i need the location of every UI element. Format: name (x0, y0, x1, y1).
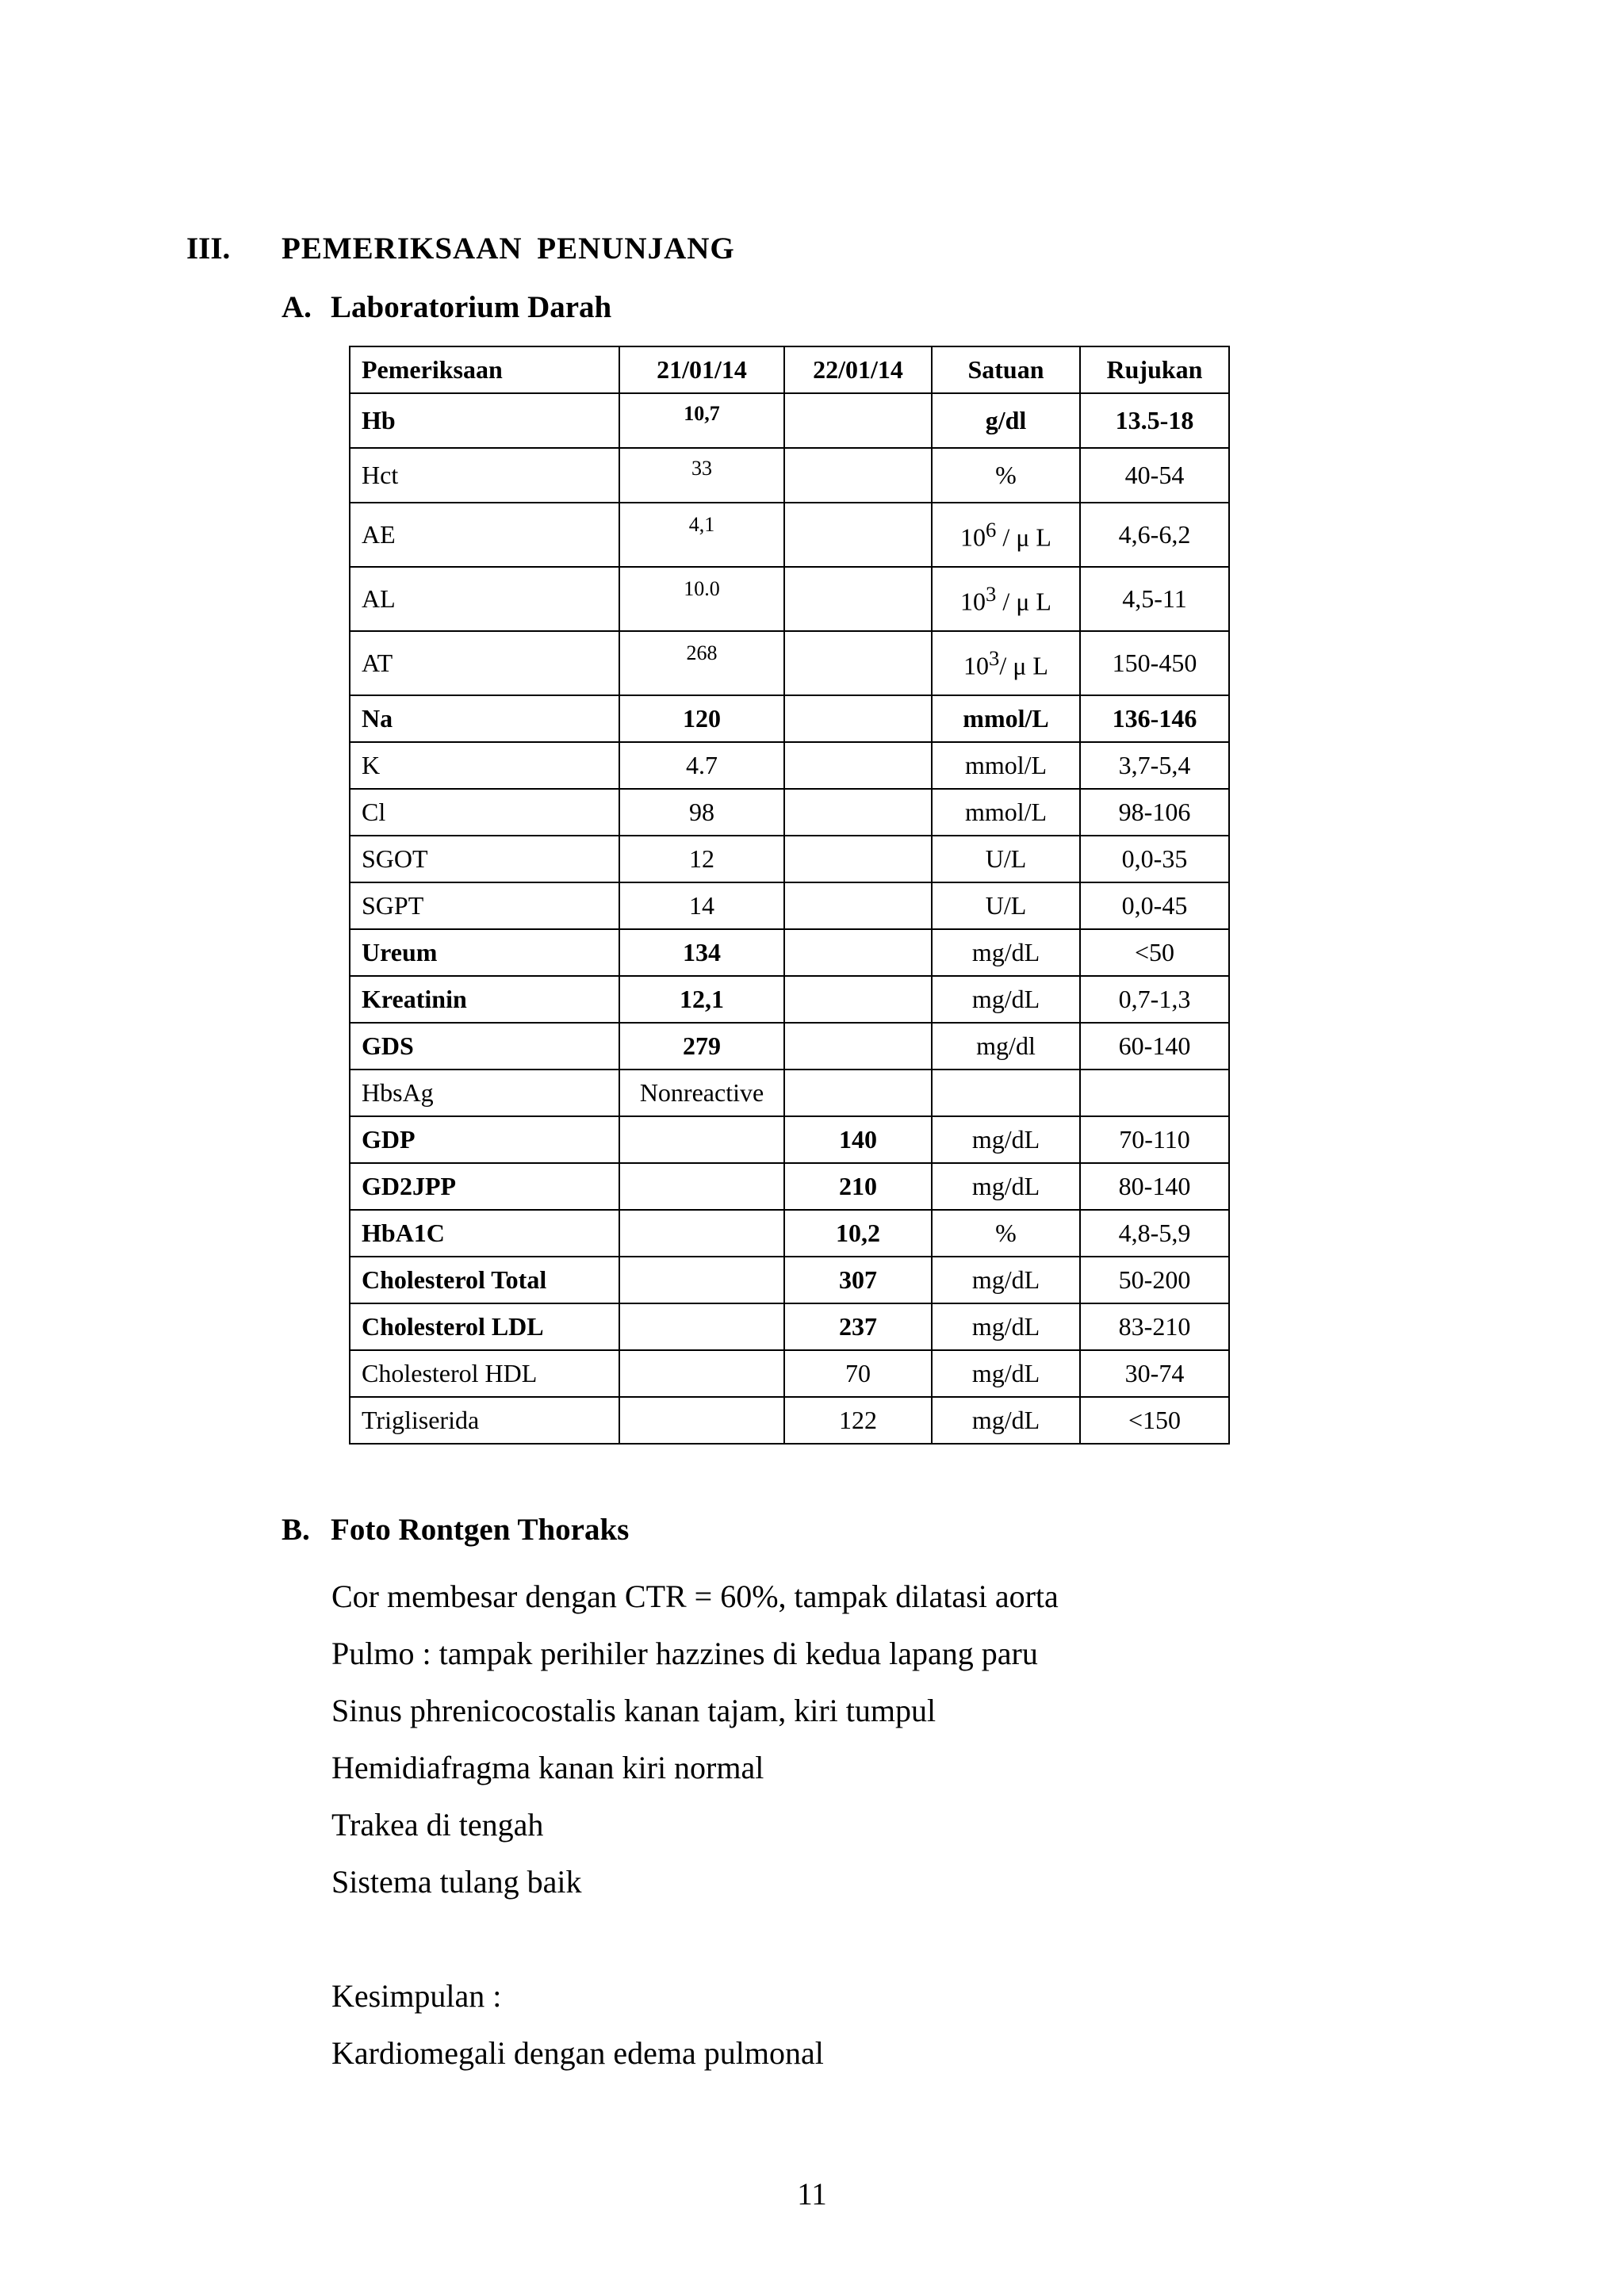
row-name: Trigliserida (350, 1397, 619, 1444)
row-unit: mg/dL (932, 1303, 1080, 1350)
row-value-2 (784, 695, 932, 742)
xray-findings (331, 1568, 1059, 2082)
row-name: GDP (350, 1116, 619, 1163)
row-name: Cholesterol HDL (350, 1350, 619, 1397)
row-value-1 (619, 1303, 784, 1350)
row-name: Cl (350, 789, 619, 836)
row-value-2: 10,2 (784, 1210, 932, 1257)
table-row (350, 1163, 1229, 1210)
row-unit: mg/dL (932, 1350, 1080, 1397)
row-unit (932, 1070, 1080, 1116)
table-row (350, 789, 1229, 836)
row-name: AT (350, 631, 619, 695)
row-value-1: 120 (619, 695, 784, 742)
row-unit: mmol/L (932, 789, 1080, 836)
row-name: AE (350, 503, 619, 567)
row-name: Hct (350, 448, 619, 503)
row-unit: mg/dL (932, 1116, 1080, 1163)
row-value-1: 12 (619, 836, 784, 882)
row-value-2 (784, 882, 932, 929)
header-date-2: 22/01/14 (784, 346, 932, 393)
row-unit: mg/dL (932, 1397, 1080, 1444)
table-row (350, 1257, 1229, 1303)
row-reference: 30-74 (1080, 1350, 1229, 1397)
unit-base: 10 (960, 522, 986, 552)
table-row (350, 836, 1229, 882)
row-value-2 (784, 567, 932, 631)
row-name: Hb (350, 393, 619, 448)
row-value-1: 4,1 (619, 503, 784, 567)
row-unit: mmol/L (932, 695, 1080, 742)
row-unit: % (932, 1210, 1080, 1257)
row-unit: mg/dl (932, 1023, 1080, 1070)
row-value-1 (619, 1257, 784, 1303)
row-name: Ureum (350, 929, 619, 976)
row-reference: 13.5-18 (1080, 393, 1229, 448)
table-row (350, 448, 1229, 503)
header-rujukan: Rujukan (1080, 346, 1229, 393)
unit-exponent: 3 (986, 581, 997, 606)
row-value-1 (619, 1397, 784, 1444)
lab-letter: A. (282, 290, 312, 324)
row-value-2 (784, 742, 932, 789)
row-reference: 4,6-6,2 (1080, 503, 1229, 567)
unit-rest: / μ L (996, 587, 1051, 616)
row-reference: 0,0-45 (1080, 882, 1229, 929)
row-unit (932, 567, 1080, 631)
header-satuan: Satuan (932, 346, 1080, 393)
row-name: HbsAg (350, 1070, 619, 1116)
table-row (350, 976, 1229, 1023)
row-value-2 (784, 929, 932, 976)
row-value-2: 140 (784, 1116, 932, 1163)
row-name: SGPT (350, 882, 619, 929)
row-reference: 40-54 (1080, 448, 1229, 503)
row-name: K (350, 742, 619, 789)
row-reference: 0,7-1,3 (1080, 976, 1229, 1023)
row-name: GDS (350, 1023, 619, 1070)
finding-line: Trakea di tengah (331, 1807, 544, 1843)
row-reference: 150-450 (1080, 631, 1229, 695)
row-value-1 (619, 1163, 784, 1210)
row-reference: 3,7-5,4 (1080, 742, 1229, 789)
lab-results-table (349, 346, 1230, 1445)
table-row (350, 393, 1229, 448)
row-reference: <50 (1080, 929, 1229, 976)
xray-letter: B. (282, 1513, 310, 1547)
row-value-1: Nonreactive (619, 1070, 784, 1116)
table-row (350, 1023, 1229, 1070)
row-value-2 (784, 448, 932, 503)
row-value-2 (784, 1023, 932, 1070)
row-name: Na (350, 695, 619, 742)
table-row (350, 1116, 1229, 1163)
row-value-1: 98 (619, 789, 784, 836)
header-date-1: 21/01/14 (619, 346, 784, 393)
finding-line: Cor membesar dengan CTR = 60%, tampak dilatasi aorta (331, 1578, 1059, 1614)
row-reference: 98-106 (1080, 789, 1229, 836)
unit-exponent: 3 (989, 645, 1000, 670)
row-value-2 (784, 1070, 932, 1116)
blank-line (331, 1911, 1059, 1968)
row-unit: mmol/L (932, 742, 1080, 789)
conclusion-label: Kesimpulan : (331, 1978, 502, 2014)
section-number: III. (186, 232, 231, 266)
row-unit: mg/dL (932, 1257, 1080, 1303)
row-value-1 (619, 1350, 784, 1397)
row-reference: 136-146 (1080, 695, 1229, 742)
table-row (350, 503, 1229, 567)
row-unit: U/L (932, 836, 1080, 882)
row-name: Kreatinin (350, 976, 619, 1023)
unit-base: 10 (963, 651, 990, 680)
row-value-1: 279 (619, 1023, 784, 1070)
table-row (350, 567, 1229, 631)
unit-base: 10 (960, 587, 986, 616)
row-reference: 60-140 (1080, 1023, 1229, 1070)
row-value-1: 10.0 (619, 567, 784, 631)
row-value-1: 14 (619, 882, 784, 929)
row-value-2 (784, 503, 932, 567)
row-unit: mg/dL (932, 929, 1080, 976)
table-header-row (350, 346, 1229, 393)
xray-heading-text: Foto Rontgen Thoraks (331, 1513, 630, 1547)
table-row (350, 1350, 1229, 1397)
row-value-1: 12,1 (619, 976, 784, 1023)
row-reference: 50-200 (1080, 1257, 1229, 1303)
row-unit: mg/dL (932, 1163, 1080, 1210)
page-number: 11 (797, 2177, 827, 2211)
unit-rest: / μ L (996, 522, 1051, 552)
row-value-1: 134 (619, 929, 784, 976)
row-value-2 (784, 789, 932, 836)
row-name: Cholesterol LDL (350, 1303, 619, 1350)
row-value-1: 10,7 (619, 393, 784, 448)
header-pemeriksaan: Pemeriksaan (350, 346, 619, 393)
table-row (350, 929, 1229, 976)
row-unit: mg/dL (932, 976, 1080, 1023)
table-row (350, 882, 1229, 929)
xray-heading (282, 1512, 629, 1548)
row-value-1: 268 (619, 631, 784, 695)
row-value-1 (619, 1210, 784, 1257)
row-unit (932, 631, 1080, 695)
row-value-2 (784, 836, 932, 882)
row-reference: 83-210 (1080, 1303, 1229, 1350)
table-row (350, 1397, 1229, 1444)
row-reference: 70-110 (1080, 1116, 1229, 1163)
row-value-2 (784, 393, 932, 448)
lab-heading-text: Laboratorium Darah (331, 290, 612, 324)
row-name: Cholesterol Total (350, 1257, 619, 1303)
row-name: HbA1C (350, 1210, 619, 1257)
lab-heading (282, 289, 611, 325)
section-title: PEMERIKSAAN PENUNJANG (282, 232, 735, 266)
finding-line: Sistema tulang baik (331, 1864, 582, 1900)
row-unit (932, 503, 1080, 567)
row-value-1: 4.7 (619, 742, 784, 789)
row-value-1: 33 (619, 448, 784, 503)
row-reference: <150 (1080, 1397, 1229, 1444)
row-unit: g/dl (932, 393, 1080, 448)
row-unit: U/L (932, 882, 1080, 929)
table-row (350, 1303, 1229, 1350)
row-reference (1080, 1070, 1229, 1116)
table-row (350, 695, 1229, 742)
conclusion-text: Kardiomegali dengan edema pulmonal (331, 2035, 824, 2071)
row-value-2: 122 (784, 1397, 932, 1444)
row-reference: 4,5-11 (1080, 567, 1229, 631)
table-row (350, 631, 1229, 695)
row-value-2 (784, 631, 932, 695)
row-value-2: 307 (784, 1257, 932, 1303)
unit-rest: / μ L (999, 651, 1048, 680)
row-name: GD2JPP (350, 1163, 619, 1210)
finding-line: Hemidiafragma kanan kiri normal (331, 1750, 764, 1785)
unit-exponent: 6 (986, 517, 997, 541)
row-value-2: 70 (784, 1350, 932, 1397)
table-row (350, 742, 1229, 789)
table-row (350, 1210, 1229, 1257)
row-unit: % (932, 448, 1080, 503)
row-name: AL (350, 567, 619, 631)
finding-line: Sinus phrenicocostalis kanan tajam, kiri tumpul (331, 1693, 936, 1728)
row-value-2 (784, 976, 932, 1023)
row-reference: 80-140 (1080, 1163, 1229, 1210)
row-value-1 (619, 1116, 784, 1163)
row-reference: 4,8-5,9 (1080, 1210, 1229, 1257)
row-name: SGOT (350, 836, 619, 882)
row-value-2: 237 (784, 1303, 932, 1350)
table-row (350, 1070, 1229, 1116)
finding-line: Pulmo : tampak perihiler hazzines di kedua lapang paru (331, 1636, 1038, 1671)
row-value-2: 210 (784, 1163, 932, 1210)
row-reference: 0,0-35 (1080, 836, 1229, 882)
